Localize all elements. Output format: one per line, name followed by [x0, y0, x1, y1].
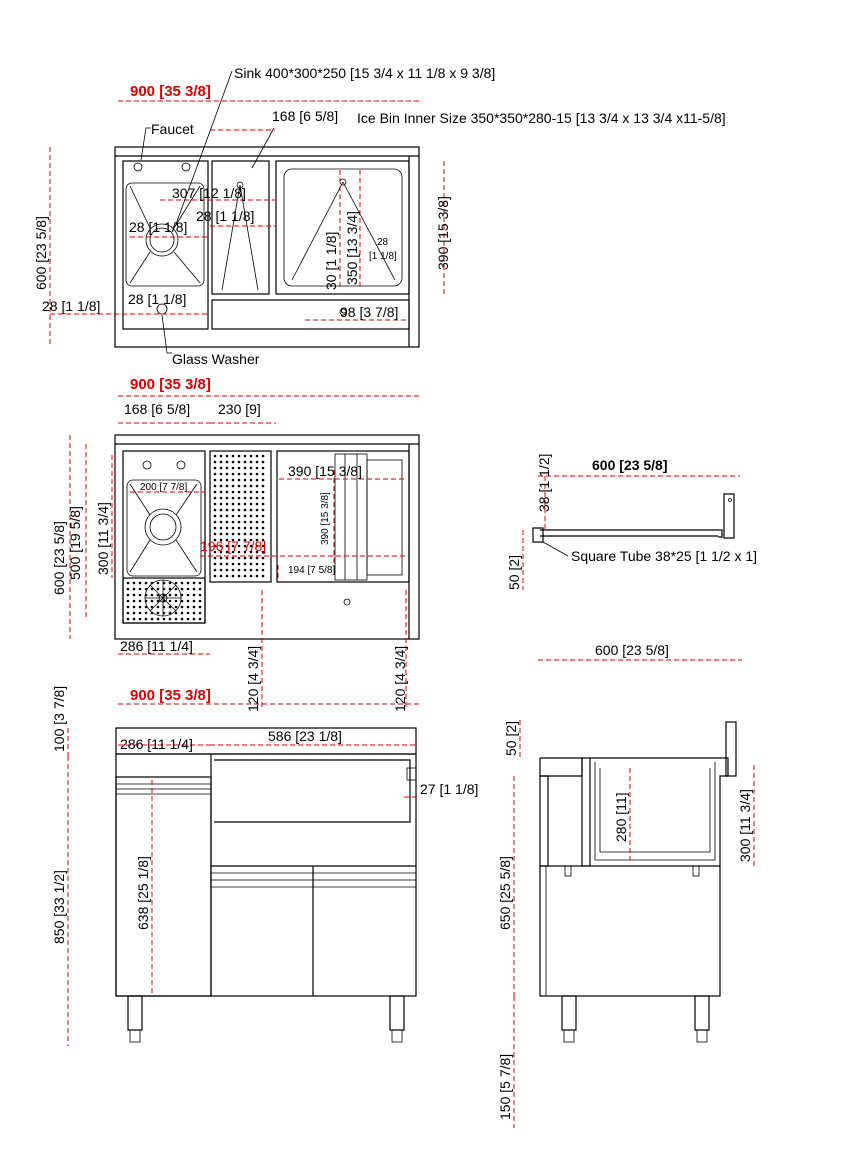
perforation-dot	[139, 618, 142, 621]
perforation-dot	[181, 618, 184, 621]
top-view-28-d: 28 [1 1/8]	[42, 298, 101, 314]
perforation-dot	[214, 557, 217, 560]
perforation-dot	[244, 515, 247, 518]
perforation-dot	[250, 533, 253, 536]
perforation-dot	[214, 509, 217, 512]
perforation-dot	[244, 455, 247, 458]
perforation-dot	[214, 491, 217, 494]
perforation-dot	[214, 503, 217, 506]
perforation-dot	[133, 600, 136, 603]
perforation-dot	[238, 533, 241, 536]
perforation-dot	[250, 569, 253, 572]
perforation-dot	[220, 521, 223, 524]
perforation-dot	[256, 563, 259, 566]
front-view	[68, 704, 419, 1046]
perforation-dot	[262, 467, 265, 470]
perforation-dot	[256, 527, 259, 530]
perforation-dot	[199, 594, 202, 597]
side-view-50: 50 [2]	[503, 720, 519, 756]
perforation-dot	[226, 461, 229, 464]
perforation-dot	[256, 497, 259, 500]
mid-view-286: 286 [11 1/4]	[120, 638, 193, 654]
perforation-dot	[226, 575, 229, 578]
top-view-28-c: 28 [1 1/8]	[128, 291, 187, 307]
perforation-dot	[220, 503, 223, 506]
perforation-dot	[256, 485, 259, 488]
perforation-dot	[187, 582, 190, 585]
mid-view-196: 196 [7 7/8]	[200, 538, 267, 554]
perforation-dot	[175, 612, 178, 615]
side-view-300: 300 [11 3/4]	[737, 789, 753, 862]
perforation-dot	[139, 588, 142, 591]
perforation-dot	[133, 588, 136, 591]
perforation-dot	[220, 479, 223, 482]
perforation-dot	[214, 461, 217, 464]
perforation-dot	[127, 618, 130, 621]
perforation-dot	[157, 606, 160, 609]
perforation-dot	[232, 515, 235, 518]
perforation-dot	[256, 467, 259, 470]
top-view-width: 900 [35 3/8]	[130, 83, 211, 100]
perforation-dot	[238, 569, 241, 572]
perforation-dot	[226, 563, 229, 566]
perforation-dot	[250, 479, 253, 482]
perforation-dot	[226, 515, 229, 518]
perforation-dot	[262, 461, 265, 464]
perforation-dot	[256, 509, 259, 512]
perforation-dot	[232, 461, 235, 464]
perforation-dot	[232, 509, 235, 512]
perforation-dot	[193, 612, 196, 615]
front-view-100: 100 [3 7/8]	[51, 685, 67, 752]
front-view-638: 638 [25 1/8]	[135, 856, 151, 930]
perforation-dot	[250, 461, 253, 464]
perforation-dot	[181, 606, 184, 609]
perforation-dot	[220, 455, 223, 458]
side-view-600: 600 [23 5/8]	[595, 642, 669, 658]
perforation-dot	[238, 467, 241, 470]
perforation-dot	[250, 473, 253, 476]
perforation-dot	[226, 455, 229, 458]
perforation-dot	[214, 563, 217, 566]
perforation-dot	[244, 473, 247, 476]
perforation-dot	[244, 461, 247, 464]
perforation-dot	[175, 582, 178, 585]
perforation-dot	[193, 600, 196, 603]
perforation-dot	[256, 503, 259, 506]
perforation-dot	[256, 455, 259, 458]
perforation-dot	[250, 485, 253, 488]
perforation-dot	[262, 575, 265, 578]
perforation-dot	[151, 600, 154, 603]
perforation-dot	[157, 582, 160, 585]
perforation-dot	[262, 497, 265, 500]
perforation-dot	[226, 491, 229, 494]
perforation-dot	[127, 594, 130, 597]
front-view-width: 900 [35 3/8]	[130, 687, 211, 704]
perforation-dot	[127, 582, 130, 585]
perforation-dot	[232, 455, 235, 458]
perforation-dot	[133, 618, 136, 621]
perforation-dot	[262, 473, 265, 476]
front-view-27: 27 [1 1/8]	[420, 781, 479, 797]
mid-view-390-h: 390 [15 3/8]	[288, 463, 362, 479]
perforation-dot	[151, 618, 154, 621]
mid-view-outline	[115, 435, 419, 639]
perforation-dot	[232, 563, 235, 566]
side-view-280: 280 [11]	[613, 792, 629, 842]
perforation-dot	[226, 497, 229, 500]
perforation-dot	[145, 612, 148, 615]
perforation-dot	[220, 575, 223, 578]
perforation-dot	[169, 600, 172, 603]
perforation-dot	[169, 594, 172, 597]
front-view-286: 286 [11 1/4]	[120, 736, 193, 752]
perforation-dot	[262, 479, 265, 482]
perforation-dot	[232, 527, 235, 530]
perforation-dot	[262, 509, 265, 512]
perforation-dot	[214, 485, 217, 488]
left-door	[116, 777, 211, 996]
perforation-dot	[199, 588, 202, 591]
perforation-dot	[238, 455, 241, 458]
perforation-dot	[226, 503, 229, 506]
perforation-dot	[127, 612, 130, 615]
perforation-dot	[256, 473, 259, 476]
perforation-dot	[238, 563, 241, 566]
perforation-dot	[244, 467, 247, 470]
perforation-dot	[238, 557, 241, 560]
perforation-dot	[214, 515, 217, 518]
perforation-dot	[220, 467, 223, 470]
perforation-dot	[232, 503, 235, 506]
mid-view-120-a: 120 [4 3/4]	[245, 645, 261, 712]
perforation-dot	[187, 618, 190, 621]
perforation-dot	[169, 618, 172, 621]
perforation-dot	[238, 461, 241, 464]
perforation-dot	[127, 588, 130, 591]
perforation-dot	[220, 461, 223, 464]
perforation-dot	[250, 521, 253, 524]
perforation-dot	[232, 569, 235, 572]
perforation-dot	[232, 521, 235, 524]
perforation-dot	[262, 563, 265, 566]
perforation-dot	[256, 575, 259, 578]
perforation-dot	[262, 491, 265, 494]
mid-view-120-b: 120 [4 3/4]	[392, 645, 408, 712]
perforation-dot	[238, 473, 241, 476]
perforation-dot	[244, 533, 247, 536]
perforation-dot	[133, 606, 136, 609]
square-tube-label: Square Tube 38*25 [1 1/2 x 1]	[571, 548, 758, 564]
perforation-dot	[244, 521, 247, 524]
perforation-dot	[250, 509, 253, 512]
side-view-150: 150 [5 7/8]	[497, 1053, 513, 1120]
perforation-dot	[220, 491, 223, 494]
perforation-dot	[226, 485, 229, 488]
perforation-dot	[250, 563, 253, 566]
mid-view-390-v: 390 [15 3/8]	[320, 492, 331, 545]
perforation-dot	[256, 515, 259, 518]
perforation-dot	[262, 557, 265, 560]
perforation-dot	[232, 575, 235, 578]
perforation-dot	[133, 582, 136, 585]
perforation-dot	[238, 479, 241, 482]
top-view-600: 600 [23 5/8]	[33, 216, 49, 290]
perforation-dot	[193, 594, 196, 597]
perforation-dot	[193, 582, 196, 585]
perforation-dot	[133, 612, 136, 615]
perforation-dot	[175, 594, 178, 597]
perforation-dot	[238, 503, 241, 506]
front-view-850: 850 [33 1/2]	[51, 870, 67, 944]
perforation-dot	[238, 497, 241, 500]
top-view-28-b: 28 [1 1/8]	[129, 219, 188, 235]
perforation-dot	[250, 575, 253, 578]
perforation-dot	[226, 473, 229, 476]
perforation-dot	[199, 600, 202, 603]
perforation-dot	[226, 479, 229, 482]
perforation-dot	[262, 533, 265, 536]
top-view-390: 390 [15 3/8]	[435, 196, 451, 270]
perforation-dot	[214, 497, 217, 500]
perforation-dot	[262, 503, 265, 506]
perforation-dot	[256, 533, 259, 536]
perforation-dot	[199, 582, 202, 585]
perforation-dot	[214, 527, 217, 530]
perforation-dot	[244, 527, 247, 530]
speed-rail-compartment	[212, 161, 269, 294]
perforation-dot	[214, 479, 217, 482]
perforation-dot	[262, 455, 265, 458]
square-tube-detail	[523, 476, 740, 590]
perforation-dot	[220, 509, 223, 512]
perforation-dot	[250, 491, 253, 494]
perforation-dot	[220, 569, 223, 572]
top-view-28-f: [1 1/8]	[369, 251, 397, 262]
perforation-dot	[238, 521, 241, 524]
perforation-dot	[226, 533, 229, 536]
perforation-dot	[133, 594, 136, 597]
perforation-dot	[220, 473, 223, 476]
perforation-dot	[214, 575, 217, 578]
perforation-dot	[226, 467, 229, 470]
perforation-dot	[181, 582, 184, 585]
perforation-dot	[250, 455, 253, 458]
perforation-dot	[250, 557, 253, 560]
perforation-dot	[232, 479, 235, 482]
perforation-dot	[139, 582, 142, 585]
ice-bin-label: Ice Bin Inner Size 350*350*280-15 [13 3/4 x 13 3/4 x11-5/8]	[357, 110, 726, 126]
perforation-dot	[157, 618, 160, 621]
perforation-dot	[214, 467, 217, 470]
perforation-dot	[220, 515, 223, 518]
perforation-dot	[193, 588, 196, 591]
perforation-dot	[244, 509, 247, 512]
perforation-dot	[214, 533, 217, 536]
perforation-dot	[238, 527, 241, 530]
mid-view-168: 168 [6 5/8]	[124, 401, 191, 417]
side-top-38: 38 [1 1/2]	[536, 453, 552, 512]
perforation-dot	[238, 509, 241, 512]
perforation-dot	[175, 600, 178, 603]
perforation-dot	[139, 612, 142, 615]
front-view-586: 586 [23 1/8]	[268, 728, 342, 744]
perforation-dot	[193, 618, 196, 621]
perforation-dot	[244, 503, 247, 506]
perforation-dot	[226, 557, 229, 560]
perforation-dot	[232, 533, 235, 536]
perforation-dot	[244, 575, 247, 578]
perforation-dot	[145, 618, 148, 621]
perforation-dot	[220, 497, 223, 500]
perforation-dot	[250, 467, 253, 470]
mid-view-width: 900 [35 3/8]	[130, 376, 211, 393]
perforation-dot	[238, 485, 241, 488]
mid-view-200: 200 [7 7/8]	[140, 482, 188, 493]
perforation-dot	[199, 606, 202, 609]
perforation-dot	[256, 569, 259, 572]
perforation-dot	[238, 575, 241, 578]
perforation-dot	[250, 497, 253, 500]
side-view	[514, 660, 754, 1128]
top-view-307: 307 [12 1/8]	[172, 185, 246, 201]
perforation-dot	[250, 527, 253, 530]
perforation-dot	[127, 600, 130, 603]
top-view-30: 30 [1 1/8]	[323, 231, 339, 290]
perforation-dot	[250, 515, 253, 518]
perforation-dot	[262, 485, 265, 488]
perforation-dot	[187, 606, 190, 609]
perforation-dot	[244, 569, 247, 572]
perforation-dot	[187, 594, 190, 597]
ice-bin-compartment	[276, 161, 409, 294]
perforation-dot	[139, 600, 142, 603]
perforation-dot	[226, 509, 229, 512]
perforation-dot	[145, 582, 148, 585]
mid-view-230: 230 [9]	[218, 401, 261, 417]
perforation-dot	[220, 557, 223, 560]
top-view-28-a: 28 [1 1/8]	[196, 208, 255, 224]
mid-view-600: 600 [23 5/8]	[51, 521, 67, 595]
perforation-dot	[187, 600, 190, 603]
perforation-dot	[262, 527, 265, 530]
perforation-dot	[232, 491, 235, 494]
perforation-dot	[175, 588, 178, 591]
perforation-dot	[262, 515, 265, 518]
perforation-dot	[214, 473, 217, 476]
perforation-dot	[220, 533, 223, 536]
perforation-dot	[163, 618, 166, 621]
perforation-dot	[238, 515, 241, 518]
perforation-dot	[181, 588, 184, 591]
perforation-dot	[256, 521, 259, 524]
perforation-dot	[238, 491, 241, 494]
perforation-dot	[262, 521, 265, 524]
perforation-dot	[199, 618, 202, 621]
perforation-dot	[220, 485, 223, 488]
top-view-98: 98 [3 7/8]	[340, 304, 399, 320]
perforation-dot	[220, 563, 223, 566]
perforation-dot	[256, 491, 259, 494]
mid-view-300: 300 [11 3/4]	[95, 502, 111, 575]
mid-view-500: 500 [19 5/8]	[67, 506, 83, 580]
perforation-dot	[181, 612, 184, 615]
perforation-dot	[214, 455, 217, 458]
perforation-dot	[244, 497, 247, 500]
perforation-dot	[175, 618, 178, 621]
side-view-650: 650 [25 5/8]	[497, 856, 513, 930]
perforation-dot	[139, 606, 142, 609]
side-top-50: 50 [2]	[506, 554, 522, 590]
perforation-dot	[232, 497, 235, 500]
perforation-dot	[226, 521, 229, 524]
top-view-350: 350 [13 3/4]	[344, 211, 360, 285]
perforation-dot	[232, 473, 235, 476]
perforation-dot	[256, 557, 259, 560]
perforation-dot	[157, 612, 160, 615]
perforation-dot	[226, 527, 229, 530]
perforation-dot	[187, 612, 190, 615]
perforation-dot	[139, 594, 142, 597]
perforation-dot	[175, 606, 178, 609]
perforation-dot	[187, 588, 190, 591]
perforation-dot	[232, 557, 235, 560]
side-top-600: 600 [23 5/8]	[592, 457, 668, 473]
glass-washer-label: Glass Washer	[172, 351, 260, 367]
perforation-dot	[244, 563, 247, 566]
faucet-label: Faucet	[151, 121, 194, 137]
mid-view-194: 194 [7 5/8]	[288, 565, 336, 576]
perforation-dot	[244, 491, 247, 494]
perforation-dot	[193, 606, 196, 609]
perforation-dot	[262, 569, 265, 572]
perforation-dot	[244, 479, 247, 482]
perforation-dot	[232, 467, 235, 470]
sink-label: Sink 400*300*250 [15 3/4 x 11 1/8 x 9 3/8]	[234, 65, 496, 81]
perforation-dot	[250, 503, 253, 506]
perforation-dot	[214, 521, 217, 524]
top-view-28-e: 28	[377, 237, 389, 248]
top-view-168: 168 [6 5/8]	[272, 108, 339, 124]
perforation-dot	[232, 485, 235, 488]
perforation-dot	[127, 606, 130, 609]
perforation-dot	[199, 612, 202, 615]
perforation-dot	[220, 527, 223, 530]
perforation-dot	[256, 461, 259, 464]
perforation-dot	[244, 557, 247, 560]
perforation-dot	[244, 485, 247, 488]
perforation-dot	[151, 594, 154, 597]
side-cabinet	[540, 866, 720, 996]
perforation-dot	[256, 479, 259, 482]
ice-bin-front	[214, 760, 410, 822]
perforation-dot	[226, 569, 229, 572]
perforation-dot	[157, 588, 160, 591]
perforation-dot	[214, 569, 217, 572]
